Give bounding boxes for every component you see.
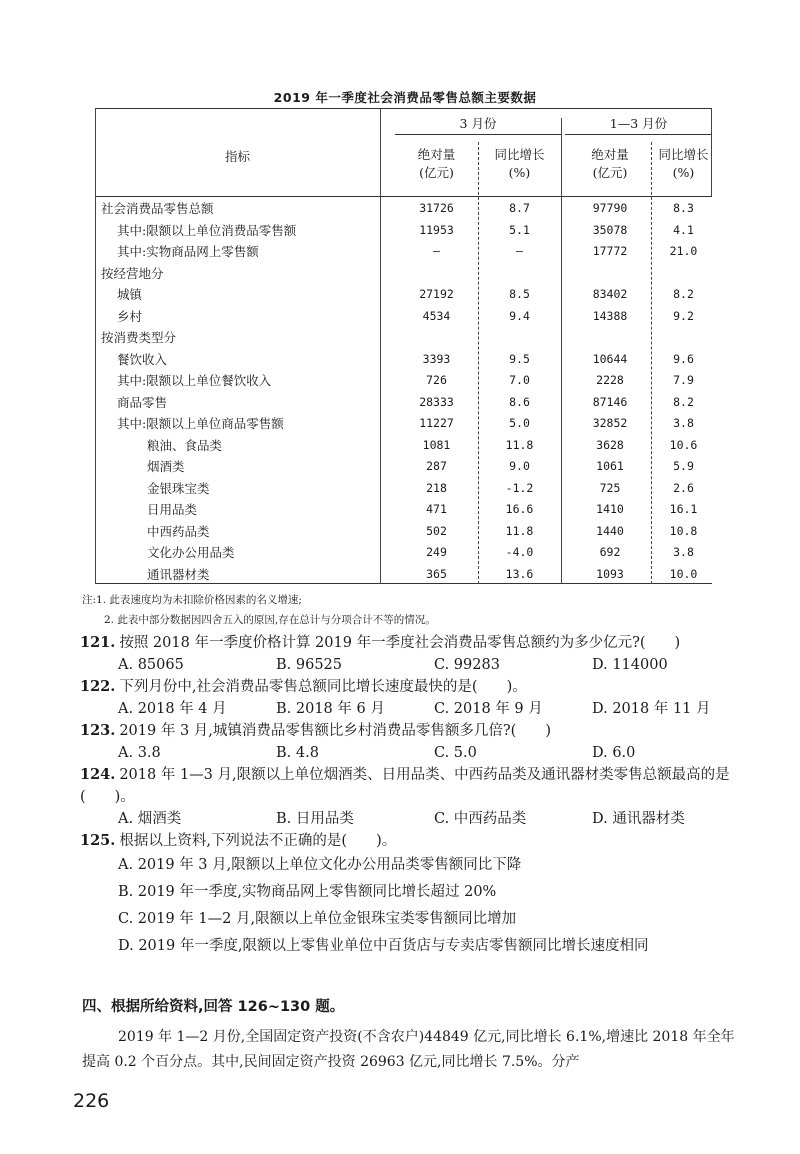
question-text: 2019 年 3 月,城镇消费品零售额比乡村消费品零售额多几倍?( ) (119, 723, 551, 739)
row-value: 8.2 (673, 287, 694, 301)
question (80, 632, 760, 676)
row-value: 4534 (422, 308, 451, 323)
header-absolute (395, 146, 478, 182)
question (80, 830, 760, 960)
row-value: 31726 (419, 201, 454, 215)
row-label: 中西药品类 (147, 523, 210, 539)
row-value: 8.6 (509, 394, 530, 409)
row-value: 8.2 (673, 394, 694, 409)
row-value: 8.5 (509, 287, 530, 301)
row-value: 10.8 (669, 523, 698, 538)
option-d[interactable]: D. 2019 年一季度,限额以上零售业单位中百货店与专卖店零售额同比增长速度相同 (118, 938, 649, 954)
row-value: 3628 (596, 437, 624, 452)
row-value: 16.6 (505, 502, 534, 516)
row-label: 其中:限额以上单位消费品零售额 (117, 222, 297, 238)
row-value: 3.8 (673, 545, 694, 559)
table-row (95, 542, 712, 563)
group-header-march: 3 月份 (459, 116, 497, 131)
option-list (80, 742, 760, 764)
row-value: 218 (426, 480, 447, 495)
option-list (80, 808, 760, 830)
table-row (95, 478, 712, 499)
row-value: 17772 (592, 244, 628, 258)
question-number: 125. (80, 832, 116, 849)
question-text: 下列月份中,社会消费品零售总额同比增长速度最快的是( )。 (119, 679, 527, 695)
row-label: 其中:限额以上单位商品零售额 (117, 416, 284, 431)
row-value: 3393 (422, 351, 451, 366)
option-d[interactable]: D. 114000 (592, 657, 668, 673)
row-value: 11.8 (505, 437, 534, 452)
row-value: 5.1 (509, 222, 530, 237)
header-growth-unit: (%) (672, 165, 695, 180)
table-row (95, 327, 712, 348)
row-label: 餐饮收入 (117, 351, 168, 367)
question-stem (80, 720, 760, 742)
header-absolute-label: 绝对量 (417, 147, 456, 162)
option-a[interactable]: A. 85065 (118, 657, 184, 673)
question (80, 676, 760, 720)
row-value: 9.0 (509, 459, 530, 473)
row-value: 725 (599, 480, 621, 495)
row-value: 287 (426, 459, 447, 473)
row-value: 9.4 (509, 308, 530, 323)
question-text: 按照 2018 年一季度价格计算 2019 年一季度社会消费品零售总额约为多少亿元?( ) (119, 635, 681, 651)
row-value: 10.0 (669, 566, 698, 581)
group-header-q1: 1—3 月份 (609, 116, 668, 131)
option-a[interactable]: A. 烟酒类 (118, 811, 182, 827)
row-value: 97790 (592, 201, 628, 215)
question-number: 121. (80, 634, 116, 651)
row-value: 87146 (592, 394, 628, 409)
option-c[interactable]: C. 中西药品类 (434, 811, 527, 827)
header-growth-unit: (%) (508, 165, 531, 180)
question-number: 124. (80, 766, 116, 783)
question-stem (80, 830, 760, 852)
table-row (95, 263, 712, 284)
option-b[interactable]: B. 2018 年 6 月 (276, 701, 385, 717)
row-label: 日用品类 (147, 502, 198, 517)
row-value: 4.1 (673, 222, 694, 237)
row-value: 7.9 (673, 373, 694, 387)
row-value: 13.6 (505, 566, 534, 581)
row-value: 1410 (596, 502, 624, 516)
question-stem (80, 676, 760, 698)
option-a[interactable]: A. 2018 年 4 月 (118, 701, 227, 717)
row-label: 按经营地分 (101, 265, 164, 281)
row-value: 2228 (596, 373, 624, 387)
row-label: 其中:限额以上单位餐饮收入 (117, 373, 272, 388)
option-c[interactable]: C. 2019 年 1—2 月,限额以上单位金银珠宝类零售额同比增加 (118, 911, 517, 927)
row-value: 3.8 (673, 416, 694, 430)
option-d[interactable]: D. 通讯器材类 (592, 811, 685, 827)
question (80, 720, 760, 764)
row-value: 16.1 (669, 502, 698, 516)
row-value: 1061 (596, 459, 624, 473)
table-row (95, 413, 712, 434)
row-label: 文化办公用品类 (147, 545, 235, 560)
group2-rule (565, 134, 712, 135)
row-value: 8.7 (509, 201, 530, 215)
table-row (95, 349, 712, 370)
table-notes (82, 590, 436, 630)
row-value: 9.6 (673, 351, 694, 366)
header-absolute-unit: (亿元) (419, 165, 454, 180)
option-list (80, 852, 760, 960)
header-absolute-unit: (亿元) (592, 165, 628, 180)
row-value: 9.5 (509, 351, 530, 366)
row-value: 14388 (592, 308, 628, 323)
row-value: 11227 (419, 416, 454, 430)
table-row (95, 392, 712, 413)
header-growth-label: 同比增长 (658, 147, 709, 162)
row-value: 8.3 (673, 201, 694, 215)
row-value: 692 (599, 545, 621, 559)
question-list (80, 632, 760, 960)
retail-sales-table (95, 108, 712, 584)
row-value: — (516, 244, 523, 258)
row-value: 726 (426, 373, 447, 387)
option-d[interactable]: D. 6.0 (592, 745, 636, 761)
note-2: 2. 此表中部分数据因四舍五入的原因,存在总计与分项合计不等的情况。 (104, 614, 436, 626)
row-value: 5.9 (673, 459, 694, 473)
row-value: -1.2 (505, 480, 534, 495)
row-label: 其中:实物商品网上零售额 (117, 244, 259, 259)
row-value: 10.6 (669, 437, 698, 452)
row-value: 5.0 (509, 416, 530, 430)
table-row (95, 521, 712, 542)
row-label: 乡村 (117, 308, 143, 324)
question-number: 122. (80, 678, 116, 695)
row-value: -4.0 (505, 545, 534, 559)
table-title: 2019 年一季度社会消费品零售总额主要数据 (273, 90, 537, 105)
option-a[interactable]: A. 2019 年 3 月,限额以上单位文化办公用品类零售额同比下降 (118, 857, 522, 873)
table-row (95, 198, 712, 219)
section-heading: 四、根据所给资料,回答 126~130 题。 (82, 999, 345, 1015)
passage (82, 1025, 742, 1075)
row-label: 通讯器材类 (147, 566, 210, 582)
option-b[interactable]: B. 4.8 (276, 745, 319, 761)
option-c[interactable]: C. 2018 年 9 月 (434, 701, 543, 717)
row-value: 9.2 (673, 308, 694, 323)
option-c[interactable]: C. 99283 (434, 657, 500, 673)
table-top-rule (95, 108, 712, 109)
row-value: 21.0 (669, 244, 698, 258)
row-value: 1440 (596, 523, 624, 538)
row-value: 35078 (592, 222, 628, 237)
header-absolute-q1 (565, 146, 655, 182)
table-row (95, 370, 712, 391)
question-text: 根据以上资料,下列说法不正确的是( )。 (119, 833, 397, 849)
row-value: 83402 (592, 287, 628, 301)
row-value: 249 (426, 545, 447, 559)
header-growth-q1 (655, 146, 712, 182)
row-label: 城镇 (117, 287, 143, 302)
row-label: 按消费类型分 (101, 330, 177, 345)
row-value: 1093 (596, 566, 624, 581)
table-row (95, 306, 712, 327)
option-list (80, 698, 760, 720)
option-a[interactable]: A. 3.8 (118, 745, 161, 761)
row-label: 商品零售 (117, 394, 168, 410)
row-value: 27192 (419, 287, 454, 301)
header-absolute-label: 绝对量 (591, 147, 629, 162)
row-value: 11953 (419, 222, 454, 237)
option-b[interactable]: B. 96525 (276, 657, 343, 673)
row-value: 502 (426, 523, 447, 538)
question-stem (80, 764, 740, 808)
table-row (95, 284, 712, 305)
row-value: 365 (426, 566, 447, 581)
question-stem (80, 632, 760, 654)
row-label: 烟酒类 (147, 459, 185, 474)
note-1: 注:1. 此表速度均为未扣除价格因素的名义增速; (82, 594, 302, 606)
table-header-rule (95, 196, 712, 197)
row-value: 1081 (422, 437, 451, 452)
row-value: 471 (426, 502, 447, 516)
table-row (95, 241, 712, 262)
question (80, 764, 760, 830)
header-growth-label: 同比增长 (494, 147, 545, 162)
option-d[interactable]: D. 2018 年 11 月 (592, 701, 711, 717)
header-growth (478, 146, 561, 182)
table-row (95, 564, 712, 585)
option-c[interactable]: C. 5.0 (434, 745, 477, 761)
header-indicator: 指标 (224, 149, 250, 164)
row-value: 7.0 (509, 373, 530, 387)
table-row (95, 499, 712, 520)
option-b[interactable]: B. 日用品类 (276, 811, 354, 827)
row-value: 2.6 (673, 480, 694, 495)
row-value: 10644 (592, 351, 628, 366)
question-number: 123. (80, 722, 116, 739)
row-value: — (433, 244, 440, 258)
table-row (95, 456, 712, 477)
table-row (95, 220, 712, 241)
page-number: 226 (73, 1090, 110, 1112)
row-label: 金银珠宝类 (147, 480, 210, 496)
group1-rule (395, 134, 561, 135)
passage-paragraph: 2019 年 1—2 月份,全国固定资产投资(不含农户)44849 亿元,同比增长 6.1%,增速比 2018 年全年提高 0.2 个百分点。其中,民间固定资产投资 26963 亿元,同比增长 7.5%。分产 (82, 1029, 735, 1070)
option-b[interactable]: B. 2019 年一季度,实物商品网上零售额同比增长超过 20% (118, 884, 497, 900)
row-label: 社会消费品零售总额 (101, 201, 214, 216)
row-value: 28333 (419, 394, 454, 409)
option-list (80, 654, 760, 676)
question-text: 2018 年 1—3 月,限额以上单位烟酒类、日用品类、中西药品类及通讯器材类零售总额最高的是( )。 (80, 767, 730, 805)
row-label: 粮油、食品类 (147, 437, 223, 453)
table-row (95, 435, 712, 456)
row-value: 32852 (592, 416, 628, 430)
row-value: 11.8 (505, 523, 534, 538)
